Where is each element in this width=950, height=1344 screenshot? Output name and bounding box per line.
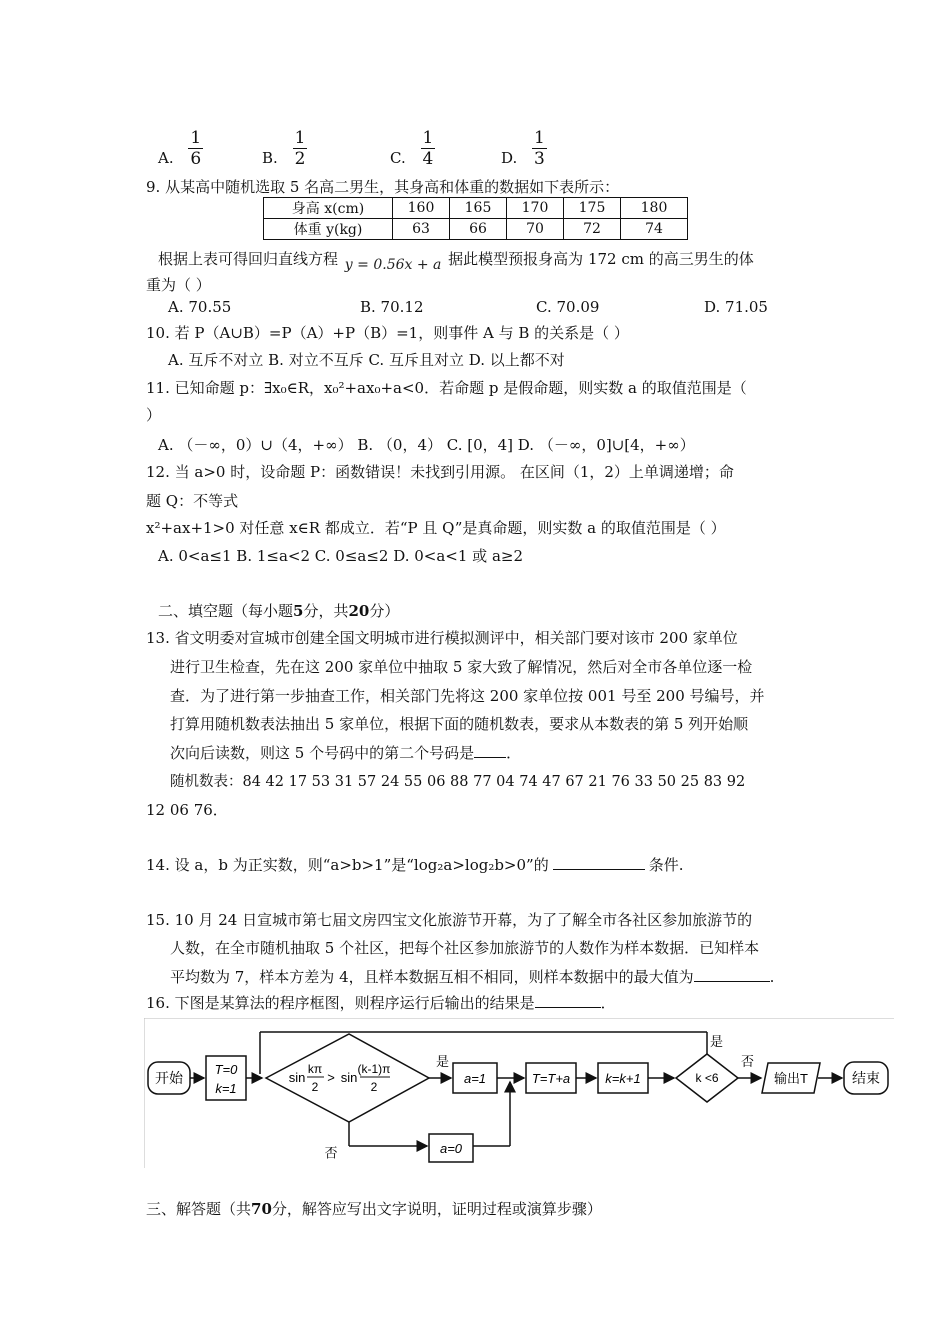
- answer-blank: [474, 743, 506, 758]
- q9-stem: 9. 从某高中随机选取 5 名高二男生，其身高和体重的数据如下表所示：: [146, 178, 620, 196]
- q15-line2: 人数，在全市随机抽取 5 个社区，把每个社区参加旅游节的人数作为样本数据．已知样本: [170, 939, 760, 957]
- table-cell: 74: [621, 219, 688, 240]
- q8-option-a: A. $\frac{1}{6}$: [158, 128, 202, 169]
- q9-option-b: B. 70.12: [360, 298, 424, 316]
- cond-k: k <6: [695, 1071, 719, 1085]
- q16-stem: 16. 下图是某算法的程序框图，则程序运行后输出的结果是 ．: [146, 994, 616, 1012]
- sin-label-2: sin: [340, 1070, 358, 1085]
- frac2-num: (k-1)π: [357, 1062, 391, 1076]
- regression-equation: y = 0.56x + a: [344, 257, 442, 273]
- assign-a0: a=0: [439, 1141, 463, 1156]
- sin-label-1: sin: [288, 1070, 306, 1085]
- table-header-height: 身高 x(cm): [264, 198, 393, 219]
- table-cell: 63: [393, 219, 450, 240]
- q13-random-table: 随机数表：84 42 17 53 31 57 24 55 06 88 77 04 74 47 67 21 76 33 50 25 83 92: [170, 774, 746, 790]
- q13-line3: 查．为了进行第一步抽查工作，相关部门先将这 200 家单位按 001 号至 200 号编号，并: [170, 687, 765, 705]
- table-header-weight: 体重 y(kg): [264, 219, 393, 240]
- q15-line1: 15. 10 月 24 日宣城市第七届文房四宝文化旅游节开幕，为了了解全市各社区参加旅游节的: [146, 911, 753, 929]
- q13-random-table-cont: 12 06 76．: [146, 801, 228, 819]
- q12-line2: 题 Q：不等式: [146, 492, 239, 510]
- q8-option-d: D. $\frac{1}{3}$: [501, 128, 545, 169]
- table-cell: 66: [450, 219, 507, 240]
- frac1-den: 2: [311, 1080, 319, 1094]
- q11-stem-close: ）: [146, 406, 162, 424]
- q13-line1: 13. 省文明委对宣城市创建全国文明城市进行模拟测评中，相关部门要对该市 200 家单位: [146, 629, 738, 647]
- q8-option-c: C. $\frac{1}{4}$: [390, 128, 434, 169]
- no-label-1: 否: [322, 1146, 338, 1159]
- q9-option-d: D. 71.05: [704, 298, 768, 316]
- q12-options: A. 0<a≤1 B. 1≤a<2 C. 0≤a≤2 D. 0<a<1 或 a≥2: [158, 547, 523, 565]
- q11-options: A. （－∞，0）∪（4，+∞） B. （0，4） C. [0，4] D. （－∞，0]∪[4，+∞）: [158, 436, 695, 454]
- start-label: 开始: [155, 1070, 183, 1086]
- q8-option-b: B. $\frac{1}{2}$: [262, 128, 306, 169]
- t-update: T=T+a: [531, 1071, 571, 1086]
- yes-label-1: 是: [436, 1054, 450, 1069]
- section3-heading: 三、解答题（共70分，解答应写出文字说明，证明过程或演算步骤）: [146, 1200, 602, 1218]
- table-cell: 175: [564, 198, 621, 219]
- frac1-num: kπ: [307, 1062, 323, 1076]
- q9-option-c: C. 70.09: [536, 298, 600, 316]
- q10-stem: 10. 若 P（A∪B）=P（A）+P（B）=1，则事件 A 与 B 的关系是（ ）: [146, 324, 629, 342]
- k-update: k=k+1: [605, 1071, 641, 1086]
- q12-line3: x²+ax+1>0 对任意 x∈R 都成立．若“P 且 Q”是真命题，则实数 a 的取值范围是（ ）: [146, 519, 726, 537]
- answer-blank: [553, 855, 645, 870]
- init-t: T=0: [214, 1062, 238, 1077]
- answer-blank: [694, 967, 770, 982]
- table-cell: 70: [507, 219, 564, 240]
- q10-options: A. 互斥不对立 B. 对立不互斥 C. 互斥且对立 D. 以上都不对: [168, 351, 565, 369]
- q13-line2: 进行卫生检查，先在这 200 家单位中抽取 5 家大致了解情况，然后对全市各单位逐一检: [170, 658, 753, 676]
- table-cell: 165: [450, 198, 507, 219]
- answer-blank: [535, 993, 601, 1008]
- gt-sign: >: [327, 1070, 335, 1085]
- frac2-den: 2: [370, 1080, 378, 1094]
- q15-line3: 平均数为 7，样本方差为 4，且样本数据互相不相同，则样本数据中的最大值为 .: [170, 968, 775, 986]
- q9-line3: 重为（ ）: [146, 276, 211, 294]
- q14-line: 14. 设 a，b 为正实数，则“a>b>1”是“log₂a>log₂b>0”的 条件.: [146, 856, 684, 874]
- q9-option-a: A. 70.55: [168, 298, 232, 316]
- init-k: k=1: [215, 1081, 237, 1096]
- no-label-2: 否: [741, 1054, 755, 1069]
- table-cell: 180: [621, 198, 688, 219]
- output-label: 输出T: [774, 1071, 808, 1086]
- end-label: 结束: [852, 1070, 880, 1086]
- assign-a1: a=1: [463, 1071, 487, 1086]
- table-cell: 72: [564, 219, 621, 240]
- table-row: [264, 198, 688, 219]
- table-cell: 160: [393, 198, 450, 219]
- q11-stem: 11. 已知命题 p：∃x₀∈R，x₀²+ax₀+a<0．若命题 p 是假命题，则实数 a 的取值范围是（: [146, 379, 747, 397]
- q9-data-table: [263, 197, 688, 240]
- table-cell: 170: [507, 198, 564, 219]
- q13-line4: 打算用随机数表法抽出 5 家单位，根据下面的随机数表，要求从本数表的第 5 列开始顺: [170, 715, 749, 733]
- table-row: [264, 219, 688, 240]
- yes-label-2: 是: [710, 1034, 724, 1049]
- section2-heading: 二、填空题（每小题5分，共20分）: [158, 602, 400, 620]
- q12-line1: 12. 当 a>0 时，设命题 P：函数错误！未找到引用源。 在区间（1，2）上单调递增；命: [146, 463, 734, 481]
- q13-line5: 次向后读数，则这 5 个号码中的第二个号码是 ．: [170, 744, 522, 762]
- flowchart: [144, 1018, 894, 1168]
- q9-line2: 根据上表可得回归直线方程 y = 0.56x + a 据此模型预报身高为 172 cm 的高三男生的体: [158, 250, 754, 273]
